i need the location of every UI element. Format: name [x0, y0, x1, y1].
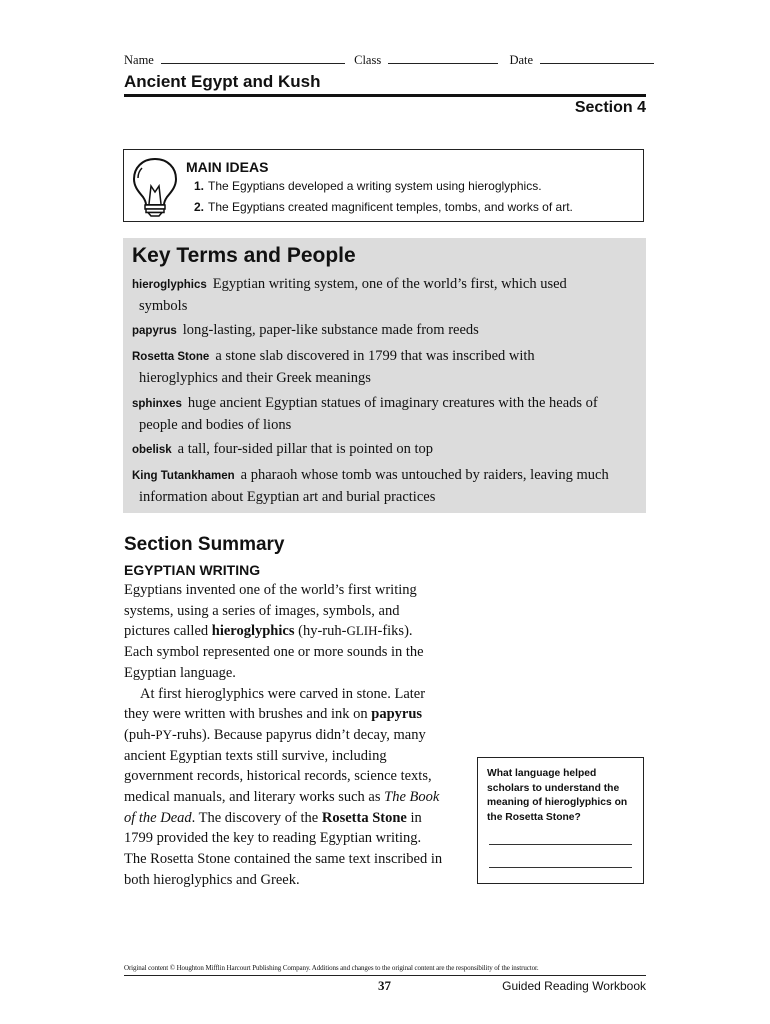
main-ideas-box	[123, 149, 644, 222]
key-term: sphinxes	[132, 398, 182, 410]
question-text: What language helped scholars to understand the meaning of hieroglyphics on the Rosetta Stone?	[487, 768, 628, 823]
main-idea-number: 1.	[194, 179, 205, 193]
answer-line[interactable]	[489, 867, 632, 868]
copyright-notice: Original content © Houghton Mifflin Harcourt Publishing Company. Additions and changes to the original content are the responsibility of the instructor.	[124, 964, 539, 972]
section-label: Section 4	[574, 99, 646, 116]
section-summary-heading: Section Summary	[124, 534, 285, 555]
page-number: 37	[378, 978, 391, 993]
footer-rule	[124, 975, 646, 976]
key-term: Rosetta Stone	[132, 351, 210, 363]
question-box	[477, 757, 644, 884]
main-idea-item	[194, 200, 573, 214]
key-term-definition: a pharaoh whose tomb was untouched by raiders, leaving much	[240, 467, 609, 483]
title-rule	[124, 94, 646, 97]
pronunciation-stress: GLIH	[346, 623, 378, 639]
summary-text-run: . The discovery of the	[191, 809, 322, 826]
name-blank[interactable]	[161, 51, 345, 64]
key-term: hieroglyphics	[132, 279, 207, 291]
summary-text-run: Egyptians invented one of the world’s first writing systems, using a series of images, symbols, and pictures called	[124, 582, 417, 640]
summary-text-run: -fiks). Each symbol represented one or more sounds in the Egyptian language.	[124, 623, 424, 681]
summary-paragraph	[124, 580, 444, 684]
name-label: Name	[124, 53, 154, 67]
chapter-title: Ancient Egypt and Kush	[124, 72, 321, 91]
summary-text-run: (hy-ruh-	[294, 623, 347, 640]
summary-key-term: hieroglyphics	[211, 623, 295, 640]
main-idea-item	[194, 179, 542, 193]
key-term-entry	[132, 320, 632, 342]
main-idea-text: The Egyptians created magnificent temples, tombs, and works of art.	[208, 200, 573, 214]
key-term-entry	[132, 274, 632, 317]
answer-line[interactable]	[489, 844, 632, 845]
key-term: papyrus	[132, 325, 177, 337]
book-title: The Book of the Dead	[124, 789, 440, 826]
class-blank[interactable]	[388, 51, 498, 64]
key-term-definition-cont: information about Egyptian art and burial practices	[139, 489, 436, 505]
key-term-definition-cont: hieroglyphics and their Greek meanings	[139, 370, 371, 386]
key-terms-panel	[123, 238, 646, 513]
key-term-definition: long-lasting, paper-like substance made from reeds	[182, 322, 479, 338]
date-label: Date	[509, 53, 534, 67]
key-term: King Tutankhamen	[132, 470, 235, 482]
key-term-entry	[132, 439, 632, 461]
key-term-definition: Egyptian writing system, one of the world’s first, which used	[212, 276, 567, 292]
summary-key-term: Rosetta Stone	[321, 809, 407, 826]
key-term-entry	[132, 346, 632, 389]
key-term-definition: huge ancient Egyptian statues of imaginary creatures with the heads of	[187, 395, 598, 411]
class-label: Class	[354, 53, 382, 67]
key-term-definition-cont: people and bodies of lions	[139, 417, 292, 433]
main-idea-number: 2.	[194, 200, 205, 214]
key-term-definition: a tall, four-sided pillar that is pointed on top	[177, 441, 434, 457]
summary-text-run: At first hieroglyphics were carved in stone. Later they were written with brushes and ink on	[124, 685, 426, 723]
student-info-line	[124, 51, 649, 68]
light-bulb-icon	[130, 156, 180, 218]
summary-key-term: papyrus	[371, 706, 423, 723]
main-ideas-title: MAIN IDEAS	[186, 159, 269, 175]
key-term-entry	[132, 465, 632, 508]
key-terms-heading: Key Terms and People	[132, 244, 356, 267]
key-term-definition: a stone slab discovered in 1799 that was inscribed with	[215, 348, 535, 364]
pronunciation-stress: PY	[155, 726, 173, 742]
summary-text-run: (puh-	[124, 726, 156, 743]
key-term: obelisk	[132, 444, 172, 456]
summary-text-run: -ruhs). Because papyrus didn’t decay, many ancient Egyptian texts still survive, including government records, historical records, science texts, medical manuals, and literary works such as	[124, 726, 432, 806]
key-term-entry	[132, 393, 632, 436]
workbook-title: Guided Reading Workbook	[502, 979, 646, 993]
summary-subheading: EGYPTIAN WRITING	[124, 562, 261, 578]
summary-text	[124, 580, 444, 891]
key-term-definition-cont: symbols	[139, 298, 188, 314]
date-blank[interactable]	[540, 51, 654, 64]
summary-paragraph	[124, 684, 444, 891]
main-idea-text: The Egyptians developed a writing system using hieroglyphics.	[208, 179, 542, 193]
summary-text-run: in 1799 provided the key to reading Egyptian writing. The Rosetta Stone contained the same text inscribed in both hieroglyphics and Greek.	[124, 809, 443, 888]
